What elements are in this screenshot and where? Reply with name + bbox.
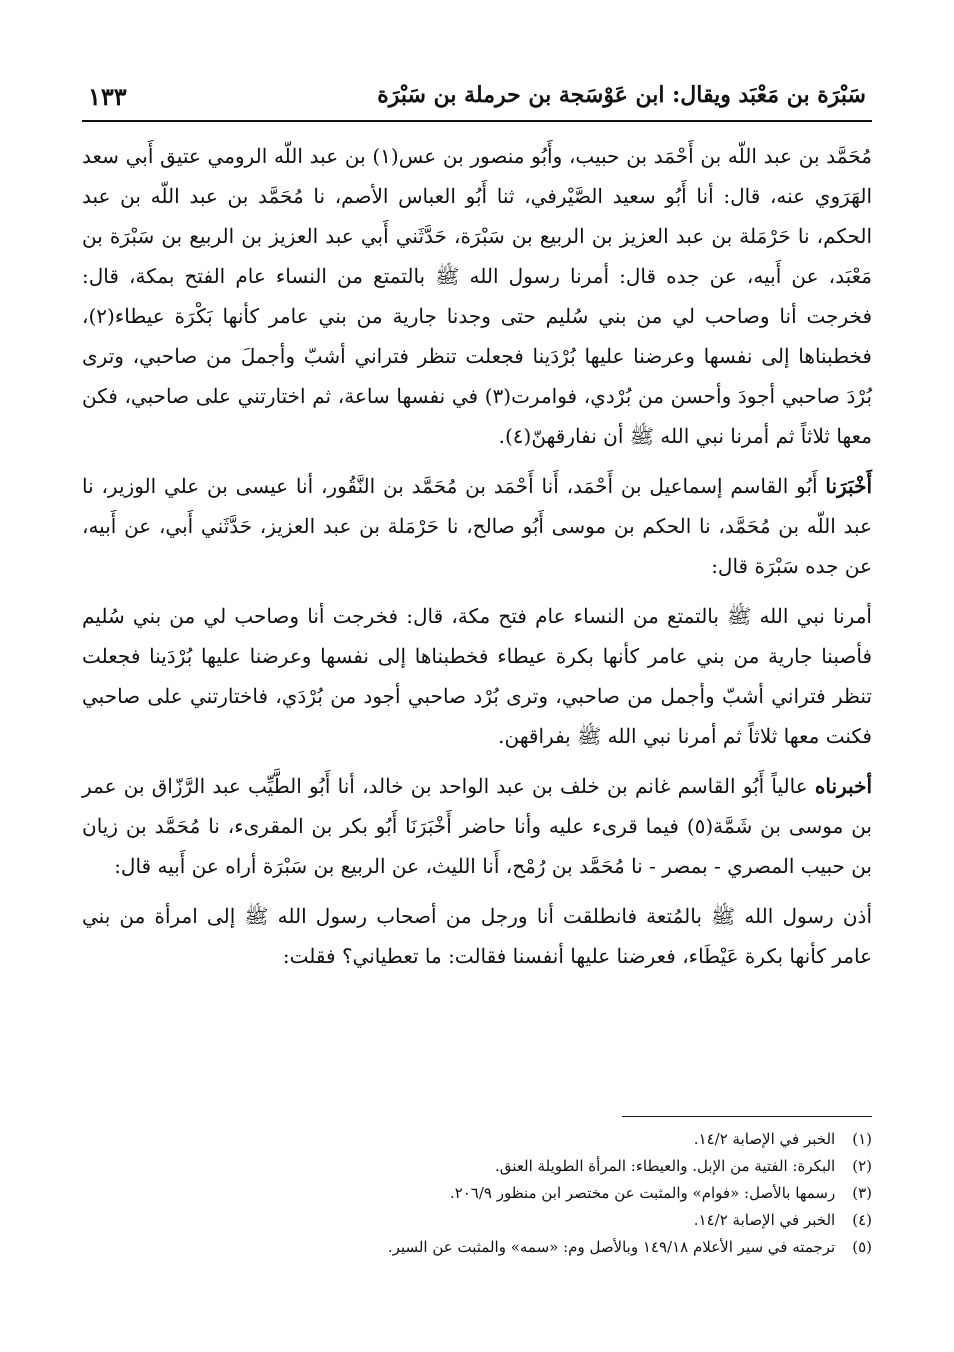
footnotes-rule <box>622 1116 872 1117</box>
footnote-number: (٣) <box>852 1184 872 1202</box>
footnote-1 <box>82 1126 872 1153</box>
footnote-number: (١) <box>852 1130 872 1148</box>
footnote-text: الخبر في الإصابة ١٤/٢. <box>693 1211 836 1229</box>
main-text <box>82 136 872 986</box>
footnote-text: رسمها بالأصل: «فوام» والمثبت عن مختصر ابن منظور ٢٠٦/٩. <box>449 1184 836 1202</box>
paragraph-lead: أَخْبَرَنا <box>825 474 873 498</box>
paragraph-text: مُحَمَّد بن عبد اللّه بن أَحْمَد بن حبيب، وأَبُو منصور بن عس(١) بن عبد اللّه الرومي عتيق أَبي سعد الهَرَوي عنه، قال: أنا أَبُو سعيد الصَّيْرفي، ثنا أَبُو العباس الأصم، نا مُحَمَّد بن عبد اللّه بن عبد الحكم، نا حَرْمَلة بن عبد العزيز بن الربيع بن سَبْرَة، حَدَّثَني أَبي عبد العزيز بن الربيع بن سَبْرَة بن مَعْبَد، عن أَبيه، عن جده قال: أمرنا رسول الله ﷺ بالتمتع من النساء عام الفتح بمكة، قال: فخرجت أنا وصاحب لي من بني سُليم حتى وجدنا جارية من بني عامر كأنها بَكْرَة عيطاء(٢)، فخطبناها إلى نفسها وعرضنا عليها بُرْدَينا فجعلت تنظر فتراني أشبّ وأجملَ من صاحبي، وترى بُرْدَ صاحبي أجودَ وأحسن من بُرْدي، فوامرت(٣) في نفسها ساعة، ثم اختارتني على صاحبي، فكن معها ثلاثاً ثم أمرنا نبي الله ﷺ أن نفارقهنّ(٤). <box>82 144 873 448</box>
footnote-text: الخبر في الإصابة ١٤/٢. <box>693 1130 836 1148</box>
paragraph-4 <box>82 766 872 886</box>
paragraph-5 <box>82 896 872 976</box>
paragraph-text: أَبُو القاسم إسماعيل بن أَحْمَد، أَنا أَحْمَد بن مُحَمَّد بن النَّقُور، أنا عيسى بن علي الوزير، نا عبد اللّه بن مُحَمَّد، نا الحكم بن موسى أَبُو صالح، نا حَرْمَلة بن عبد العزيز، حَدَّثَني أَبي، عن أَبيه، عن جده سَبْرَة قال: <box>82 474 872 578</box>
paragraph-1 <box>82 136 872 456</box>
page-header <box>88 82 866 122</box>
footnote-number: (٥) <box>852 1238 872 1256</box>
footnote-3 <box>82 1180 872 1207</box>
paragraph-text: أمرنا نبي الله ﷺ بالتمتع من النساء عام فتح مكة، قال: فخرجت أنا وصاحب لي من بني سُليم فأصبنا جارية من بني عامر كأنها بكرة عيطاء فخطبناها إلى نفسها وعرضنا عليها بُرْدَينا فجعلت تنظر فتراني أشبّ وأجمل من صاحبي، وترى بُرْد صاحبي أجود من بُرْدَي، فاختارتني على صاحبي فكنت معها ثلاثاً ثم أمرنا نبي الله ﷺ بفراقهن. <box>82 604 872 748</box>
footnote-text: ترجمته في سير الأعلام ١٤٩/١٨ وبالأصل وم: «سمه» والمثبت عن السير. <box>387 1238 836 1256</box>
footnote-number: (٢) <box>852 1157 872 1175</box>
footnote-number: (٤) <box>852 1211 872 1229</box>
paragraph-3 <box>82 596 872 756</box>
footnotes <box>82 1126 872 1261</box>
footnote-text: البكرة: الفتية من الإبل. والعيطاء: المرأة الطويلة العنق. <box>495 1157 836 1175</box>
footnote-4 <box>82 1207 872 1234</box>
paragraph-2 <box>82 466 872 586</box>
footnote-5 <box>82 1234 872 1261</box>
paragraph-text: عالياً أَبُو القاسم غانم بن خلف بن عبد الواحد بن خالد، أنا أَبُو الطَّيِّب عبد الرَّزّاق بن عمر بن موسى بن شَمَّة(٥) فيما قرىء عليه وأنا حاضر أَخْبَرَنَا أَبُو بكر بن المقرىء، نا مُحَمَّد بن زيان بن حبيب المصري - بمصر - نا مُحَمَّد بن رُمْح، أَنا الليث، عن الربيع بن سَبْرَة أراه عن أَبيه قال: <box>82 774 872 878</box>
paragraph-lead: أخبرناه <box>814 774 873 798</box>
header-rule <box>82 120 872 122</box>
paragraph-text: أذن رسول الله ﷺ بالمُتعة فانطلقت أنا ورجل من أصحاب رسول الله ﷺ إلى امرأة من بني عامر كأنها بكرة عَيْطَاء، فعرضنا عليها أنفسنا فقالت: ما تعطياني؟ فقلت: <box>82 904 872 968</box>
page-number: ١٣٣ <box>88 82 127 111</box>
running-title: سَبْرَة بن مَعْبَد ويقال: ابن عَوْسَجة بن حرملة بن سَبْرَة <box>377 82 866 108</box>
footnote-2 <box>82 1153 872 1180</box>
